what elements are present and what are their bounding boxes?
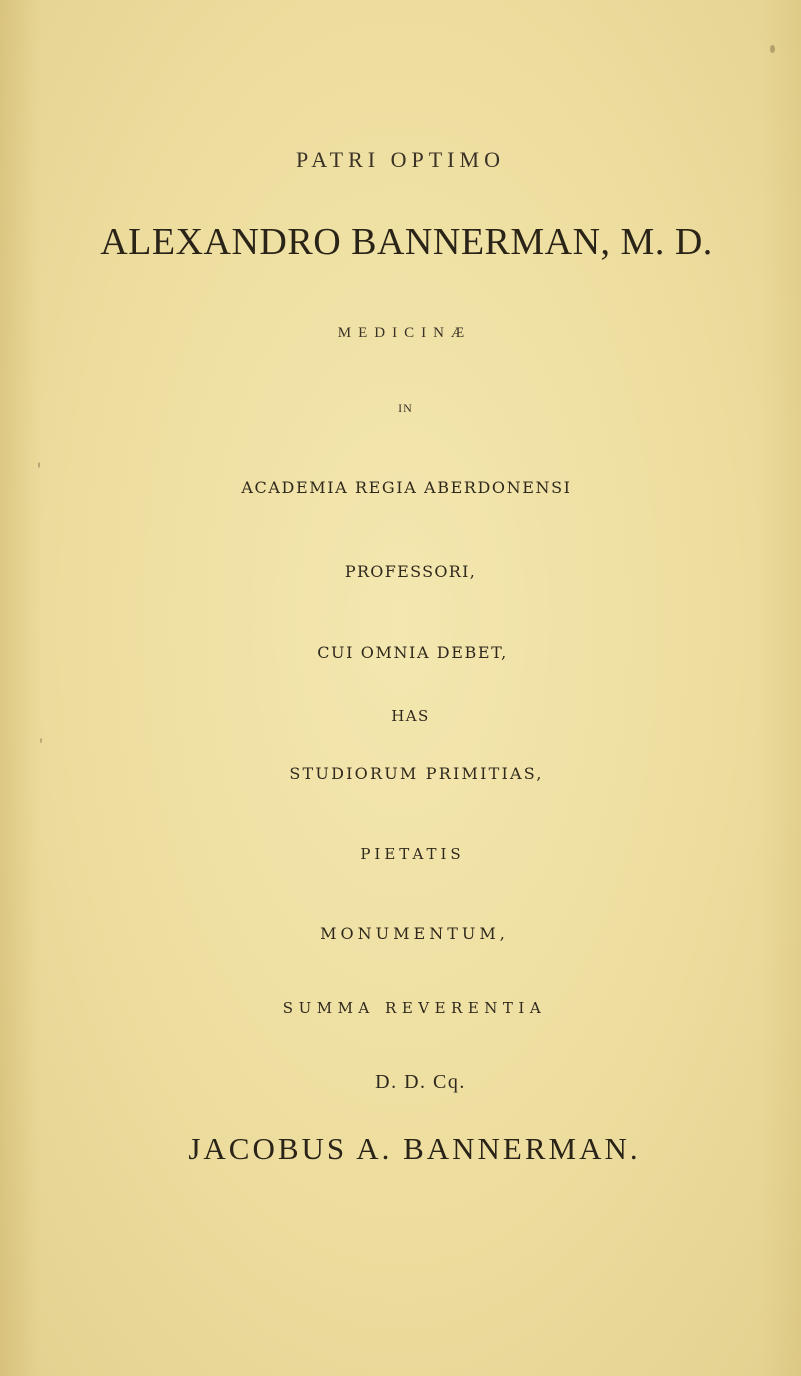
author-name: JACOBUS A. BANNERMAN. [188,1131,641,1166]
dedication-line-cui-omnia-debet: CUI OMNIA DEBET, [317,643,508,662]
dedication-line-summa-reverentia: SUMMA REVERENTIA [282,999,547,1017]
dedication-line-in: IN [398,401,413,415]
dedication-line-pietatis: PIETATIS [360,845,465,863]
paper-speck [38,462,40,468]
dedication-line-monumentum: MONUMENTUM, [320,924,509,943]
dedication-line-ddcq: D. D. Cq. [375,1071,466,1093]
dedication-line-has: HAS [391,707,430,725]
dedicatee-name: ALEXANDRO BANNERMAN, M. D. [100,221,713,263]
paper-speck [40,738,42,743]
paper-speck [770,45,775,53]
dedication-line-professori: PROFESSORI, [344,562,477,581]
dedication-line-academia: ACADEMIA REGIA ABERDONENSI [241,478,572,497]
dedication-line-medicinae: MEDICINÆ [337,325,472,341]
dedication-line-studiorum: STUDIORUM PRIMITIAS, [289,764,544,783]
dedication-line-patri-optimo: PATRI OPTIMO [296,147,505,172]
